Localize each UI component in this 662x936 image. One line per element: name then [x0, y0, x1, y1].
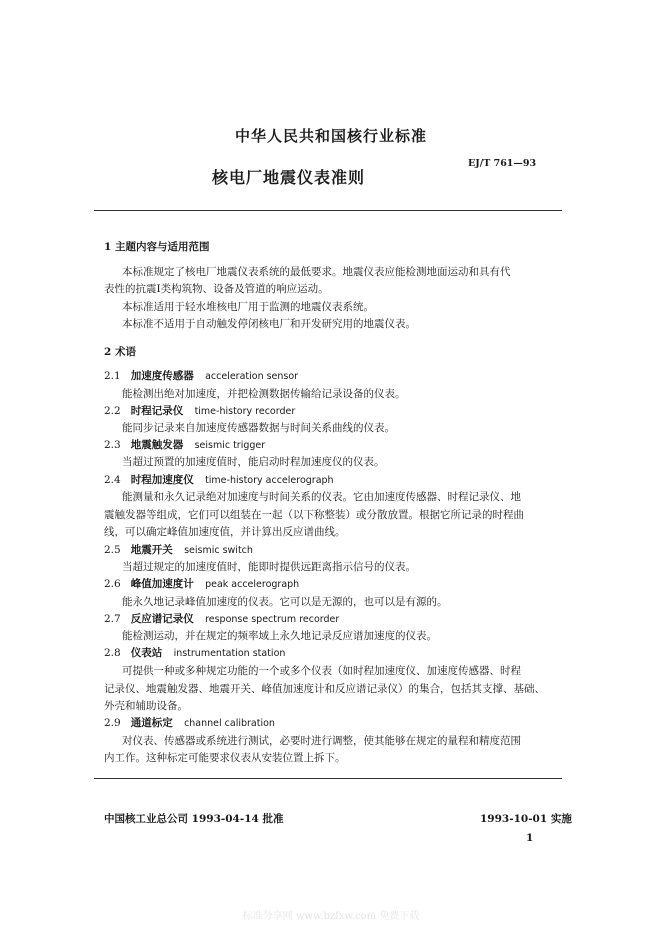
term-2-5-definition: 当超过规定的加速度值时，能即时提供远距离指示信号的仪表。	[122, 561, 416, 573]
term-2-8-definition-line2: 记录仪、地震触发器、地震开关、峰值加速度计和反应谱记录仪）的集合，包括其支撑、基础、	[104, 683, 545, 695]
term-english: peak accelerograph	[205, 579, 300, 590]
term-2-4-definition-line2: 震触发器等组成，它们可以组装在一起（以下称整装）或分散放置。根据它所记录的时程曲	[104, 509, 524, 521]
watermark: 标准分享网 www.bzfxw.com 免费下载	[242, 911, 420, 922]
footer-rule	[94, 778, 562, 779]
term-name: 通道标定	[130, 717, 173, 729]
document-header: 中华人民共和国核行业标准	[234, 127, 427, 145]
term-2-3	[104, 438, 265, 453]
term-english: acceleration sensor	[205, 371, 299, 382]
term-english: instrumentation station	[173, 648, 286, 659]
term-2-2-definition: 能同步记录来自加速度传感器数据与时间关系曲线的仪表。	[122, 422, 395, 434]
term-2-6-definition: 能永久地记录峰值加速度的仪表。它可以是无源的，也可以是有源的。	[122, 596, 448, 608]
term-2-1-definition: 能检测出绝对加速度，并把检测数据传输给记录设备的仪表。	[122, 388, 406, 400]
term-english: time-history accelerograph	[205, 475, 334, 486]
term-english: seismic trigger	[194, 440, 266, 451]
term-2-6	[104, 577, 299, 592]
sec1-para3: 本标准不适用于自动触发停闭核电厂和开发研究用的地震仪表。	[122, 318, 416, 330]
term-name: 反应谱记录仪	[130, 613, 194, 625]
sec1-para1-line2: 表性的抗震Ⅰ类构筑物、设备及管道的响应运动。	[104, 283, 329, 295]
term-2-7-definition: 能检测运动，并在规定的频率域上永久地记录反应谱加速度的仪表。	[122, 630, 437, 642]
term-number: 2.5	[104, 544, 121, 556]
term-2-3-definition: 当超过预置的加速度值时，能启动时程加速度仪的仪表。	[122, 456, 385, 468]
term-english: channel calibration	[184, 718, 275, 729]
term-number: 2.3	[104, 439, 121, 451]
term-2-1	[104, 369, 298, 384]
term-number: 2.8	[104, 647, 121, 659]
term-2-4-definition-line3: 线，可以确定峰值加速度值，并计算出反应谱曲线。	[104, 526, 346, 538]
term-number: 2.4	[104, 474, 121, 486]
standard-number: EJ/T 761—93	[468, 158, 537, 169]
term-number: 2.9	[104, 717, 121, 729]
term-2-8-definition-line3: 外壳和辅助设备。	[104, 700, 188, 712]
term-name: 加速度传感器	[130, 370, 194, 382]
term-name: 地震开关	[130, 544, 173, 556]
term-2-7	[104, 612, 339, 627]
term-name: 地震触发器	[130, 439, 184, 451]
section-1-heading: 1 主题内容与适用范围	[104, 241, 210, 253]
term-name: 时程加速度仪	[130, 474, 194, 486]
term-english: time-history recorder	[194, 406, 296, 417]
section-2-heading: 2 术语	[104, 346, 136, 358]
sec1-para2: 本标准适用于轻水堆核电厂用于监测的地震仪表系统。	[122, 301, 374, 313]
term-number: 2.6	[104, 578, 121, 590]
term-2-5	[104, 543, 253, 558]
term-english: response spectrum recorder	[205, 614, 340, 625]
term-2-8	[104, 646, 285, 661]
term-2-9-definition-line2: 内工作。这种标定可能要求仪表从安装位置上拆下。	[104, 752, 346, 764]
term-2-2	[104, 404, 295, 419]
term-2-8-definition-line1: 可提供一种或多种规定功能的一个或多个仪表（如时程加速度仪、加速度传感器、时程	[122, 665, 521, 677]
term-number: 2.1	[104, 370, 121, 382]
term-name: 峰值加速度计	[130, 578, 194, 590]
term-2-4-definition-line1: 能测量和永久记录绝对加速度与时间关系的仪表。它由加速度传感器、时程记录仪、地	[122, 491, 521, 503]
term-2-9	[104, 716, 275, 731]
term-number: 2.7	[104, 613, 121, 625]
page-number: 1	[526, 832, 534, 844]
term-english: seismic switch	[184, 545, 253, 556]
sec1-para1-line1: 本标准规定了核电厂地震仪表系统的最低要求。地震仪表应能检测地面运动和具有代	[122, 266, 511, 278]
header-rule	[94, 210, 562, 211]
document-title: 核电厂地震仪表准则	[212, 168, 366, 187]
term-2-9-definition-line1: 对仪表、传感器或系统进行测试，必要时进行调整，使其能够在规定的量程和精度范围	[122, 735, 521, 747]
term-number: 2.2	[104, 405, 121, 417]
approval-line: 中国核工业总公司 1993-04-14 批准	[104, 813, 284, 825]
term-name: 时程记录仪	[130, 405, 184, 417]
term-2-4	[104, 473, 334, 488]
term-name: 仪表站	[130, 647, 163, 659]
implementation-date: 1993-10-01 实施	[480, 813, 572, 825]
